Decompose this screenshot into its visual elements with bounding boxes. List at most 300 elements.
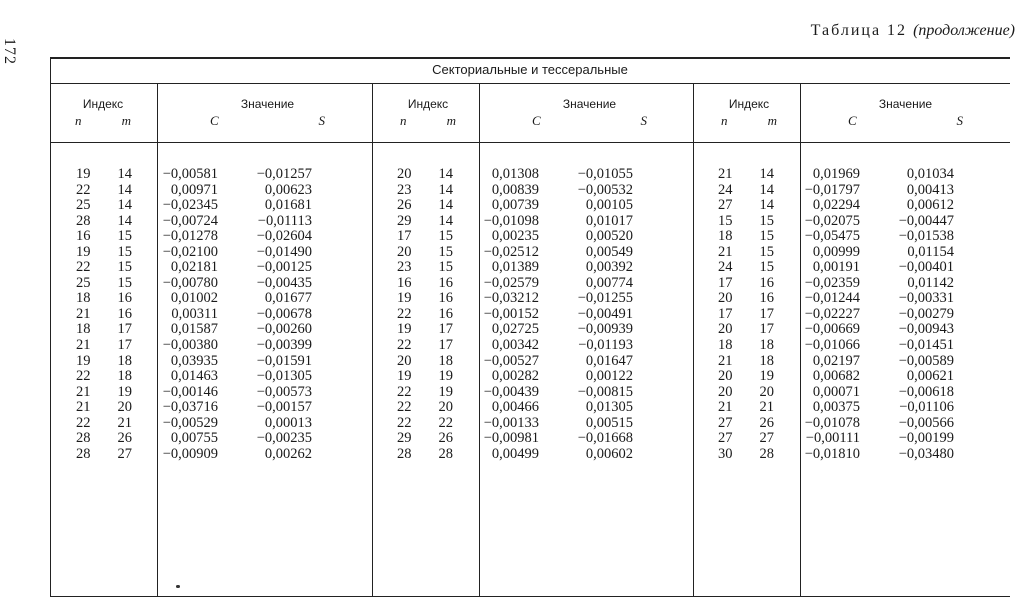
cell-c: 0,00071 (812, 383, 860, 400)
table-row (718, 322, 954, 338)
data-table (50, 57, 1010, 597)
cell-s: −0,03480 (898, 445, 954, 462)
cell-n: 16 (397, 274, 412, 291)
cell-n: 22 (397, 305, 412, 322)
cell-s: 0,00262 (264, 445, 312, 462)
cell-n: 22 (76, 181, 91, 198)
cell-n: 17 (397, 228, 412, 245)
cell-s: 0,01142 (907, 274, 954, 291)
cell-s: −0,00399 (256, 337, 312, 354)
cell-n: 20 (718, 368, 733, 385)
table-row (718, 167, 954, 183)
table-row (76, 276, 312, 292)
cell-s: −0,00589 (898, 352, 954, 369)
cell-n: 21 (718, 166, 733, 182)
cell-n: 21 (718, 243, 733, 260)
cell-n: 23 (397, 259, 412, 276)
cell-c: 0,01308 (491, 166, 539, 182)
cell-m: 20 (117, 399, 132, 416)
cell-n: 29 (397, 430, 412, 447)
cell-s: −0,00331 (898, 290, 954, 307)
cell-n: 15 (718, 212, 733, 229)
table-row (718, 183, 954, 199)
cell-c: −0,00133 (483, 414, 539, 431)
cell-n: 19 (76, 166, 91, 182)
cell-m: 18 (117, 352, 132, 369)
table-row (397, 338, 633, 354)
cell-c: 0,00342 (491, 337, 539, 354)
cell-s: 0,00774 (585, 274, 633, 291)
cell-c: −0,01810 (804, 445, 860, 462)
cell-n: 22 (76, 368, 91, 385)
cell-n: 21 (718, 352, 733, 369)
cell-s: −0,00260 (256, 321, 312, 338)
cell-m: 14 (438, 181, 453, 198)
table-row (76, 338, 312, 354)
table-row (397, 260, 633, 276)
table-row (76, 167, 312, 183)
index-header (400, 97, 456, 129)
cell-s: 0,00602 (585, 445, 633, 462)
cell-s: 0,00122 (585, 368, 633, 385)
cell-c: −0,02359 (804, 274, 860, 291)
cell-m: 15 (759, 259, 774, 276)
cell-m: 14 (759, 166, 774, 182)
table-caption-label: Таблица 12 (810, 22, 908, 39)
table-row (76, 307, 312, 323)
cell-n: 19 (397, 368, 412, 385)
cell-s: −0,00157 (256, 399, 312, 416)
index-header-label: Индекс (407, 97, 449, 111)
cell-s: −0,00401 (898, 259, 954, 276)
cell-m: 14 (438, 197, 453, 214)
cell-n: 20 (397, 243, 412, 260)
cell-n: 28 (397, 445, 412, 462)
cell-n: 22 (76, 414, 91, 431)
cell-n: 28 (76, 212, 91, 229)
column-divider (372, 83, 373, 597)
cell-s: 0,00515 (585, 414, 633, 431)
cell-m: 15 (759, 228, 774, 245)
cell-m: 26 (759, 414, 774, 431)
cell-m: 18 (759, 352, 774, 369)
table-row (718, 431, 954, 447)
table-row (76, 214, 312, 230)
table-row (718, 198, 954, 214)
table-row (718, 214, 954, 230)
cell-n: 25 (76, 197, 91, 214)
cell-m: 22 (438, 414, 453, 431)
cell-m: 17 (438, 321, 453, 338)
cell-n: 20 (718, 290, 733, 307)
cell-m: 19 (117, 383, 132, 400)
value-header-label: Значение (878, 97, 933, 111)
cell-c: 0,00282 (491, 368, 539, 385)
table-row (76, 447, 312, 463)
cell-s: 0,01305 (585, 399, 633, 416)
cell-c: −0,00380 (162, 337, 218, 354)
data-group-1 (76, 167, 312, 462)
cell-m: 16 (759, 274, 774, 291)
cell-s: −0,01668 (577, 430, 633, 447)
table-row (76, 183, 312, 199)
table-row (397, 354, 633, 370)
cell-c: 0,00499 (491, 445, 539, 462)
cell-c: −0,00146 (162, 383, 218, 400)
cell-m: 16 (117, 305, 132, 322)
table-row (76, 400, 312, 416)
cell-n: 20 (397, 166, 412, 182)
cell-n: 17 (718, 305, 733, 322)
cell-n: 19 (76, 243, 91, 260)
cell-m: 21 (759, 399, 774, 416)
cell-s: −0,01255 (577, 290, 633, 307)
header-divider (50, 142, 1010, 143)
cell-m: 15 (759, 243, 774, 260)
table-row (397, 369, 633, 385)
cell-s: −0,00815 (577, 383, 633, 400)
cell-s: 0,00612 (906, 197, 954, 214)
cell-m: 14 (759, 181, 774, 198)
cell-n: 21 (76, 305, 91, 322)
cell-c: −0,00780 (162, 274, 218, 291)
cell-n: 19 (397, 290, 412, 307)
cell-c: 0,02197 (812, 352, 860, 369)
cell-m: 15 (438, 243, 453, 260)
cell-s: −0,00447 (898, 212, 954, 229)
cell-s: −0,00566 (898, 414, 954, 431)
cell-c: 0,00739 (491, 197, 539, 214)
cell-n: 18 (718, 228, 733, 245)
cell-c: −0,01078 (804, 414, 860, 431)
table-row (718, 400, 954, 416)
table-row (397, 385, 633, 401)
table-row (718, 369, 954, 385)
table-row (718, 260, 954, 276)
cell-n: 22 (397, 383, 412, 400)
cell-m: 28 (438, 445, 453, 462)
table-row (397, 291, 633, 307)
cell-n: 18 (76, 321, 91, 338)
cell-c: 0,00375 (812, 399, 860, 416)
m-header: m (446, 113, 456, 128)
cell-n: 21 (718, 399, 733, 416)
cell-m: 26 (117, 430, 132, 447)
value-header (532, 97, 647, 129)
cell-s: −0,00939 (577, 321, 633, 338)
cell-c: 0,01389 (491, 259, 539, 276)
cell-s: −0,00678 (256, 305, 312, 322)
cell-c: −0,00529 (162, 414, 218, 431)
cell-c: −0,02512 (483, 243, 539, 260)
cell-n: 19 (397, 321, 412, 338)
cell-m: 16 (438, 305, 453, 322)
cell-m: 15 (117, 259, 132, 276)
table-row (397, 322, 633, 338)
table-bottom-border (50, 596, 1010, 597)
cell-s: 0,01017 (585, 212, 633, 229)
cell-n: 25 (76, 274, 91, 291)
cell-n: 20 (718, 321, 733, 338)
cell-n: 27 (718, 197, 733, 214)
c-header: C (532, 113, 541, 128)
cell-c: −0,01278 (162, 228, 218, 245)
cell-s: −0,01538 (898, 228, 954, 245)
value-header (210, 97, 325, 129)
table-row (718, 447, 954, 463)
cell-s: 0,01034 (906, 166, 954, 182)
cell-s: 0,01647 (585, 352, 633, 369)
cell-c: 0,00235 (491, 228, 539, 245)
cell-c: 0,02294 (812, 197, 860, 214)
cell-s: −0,00125 (256, 259, 312, 276)
n-header: n (75, 113, 82, 128)
cell-c: −0,00111 (805, 430, 860, 447)
table-row (718, 229, 954, 245)
table-row (76, 431, 312, 447)
cell-s: 0,01681 (264, 197, 312, 214)
cell-n: 24 (718, 259, 733, 276)
cell-c: 0,02725 (491, 321, 539, 338)
cell-c: −0,02345 (162, 197, 218, 214)
table-row (76, 260, 312, 276)
cell-s: −0,01257 (256, 166, 312, 182)
table-row (397, 198, 633, 214)
cell-s: −0,02604 (256, 228, 312, 245)
cell-m: 15 (759, 212, 774, 229)
index-header (721, 97, 777, 129)
cell-n: 21 (76, 383, 91, 400)
cell-c: 0,01002 (170, 290, 218, 307)
table-row (397, 447, 633, 463)
cell-n: 18 (76, 290, 91, 307)
c-header: C (848, 113, 857, 128)
cell-m: 15 (438, 259, 453, 276)
cell-c: −0,02075 (804, 212, 860, 229)
cell-m: 16 (759, 290, 774, 307)
table-row (718, 276, 954, 292)
cell-c: 0,00839 (491, 181, 539, 198)
n-header: n (400, 113, 407, 128)
cell-c: 0,00999 (812, 243, 860, 260)
table-row (76, 291, 312, 307)
cell-s: −0,01451 (898, 337, 954, 354)
cell-c: −0,00527 (483, 352, 539, 369)
cell-n: 22 (397, 414, 412, 431)
cell-m: 20 (759, 383, 774, 400)
cell-s: 0,00623 (264, 181, 312, 198)
cell-s: −0,00491 (577, 305, 633, 322)
table-row (397, 431, 633, 447)
cell-c: 0,01969 (812, 166, 860, 182)
table-row (397, 245, 633, 261)
cell-m: 28 (759, 445, 774, 462)
cell-m: 15 (438, 228, 453, 245)
cell-n: 21 (76, 399, 91, 416)
cell-n: 23 (397, 181, 412, 198)
data-group-2 (397, 167, 633, 462)
cell-n: 28 (76, 445, 91, 462)
cell-s: −0,01193 (578, 337, 633, 354)
cell-s: −0,01106 (899, 399, 954, 416)
cell-n: 17 (718, 274, 733, 291)
cell-c: −0,02100 (162, 243, 218, 260)
table-row (397, 307, 633, 323)
cell-c: −0,03716 (162, 399, 218, 416)
cell-n: 22 (397, 337, 412, 354)
cell-s: 0,00413 (906, 181, 954, 198)
m-header: m (767, 113, 777, 128)
table-row (76, 322, 312, 338)
cell-m: 14 (759, 197, 774, 214)
cell-c: −0,01244 (804, 290, 860, 307)
table-row (397, 214, 633, 230)
table-row (718, 307, 954, 323)
cell-m: 26 (438, 430, 453, 447)
table-caption (811, 22, 1015, 40)
cell-s: −0,00943 (898, 321, 954, 338)
cell-s: 0,00105 (585, 197, 633, 214)
table-row (718, 354, 954, 370)
cell-n: 20 (397, 352, 412, 369)
table-row (76, 354, 312, 370)
cell-n: 30 (718, 445, 733, 462)
cell-m: 19 (438, 383, 453, 400)
n-header: n (721, 113, 728, 128)
cell-c: 0,00682 (812, 368, 860, 385)
cell-n: 24 (718, 181, 733, 198)
cell-c: 0,00971 (170, 181, 218, 198)
cell-n: 26 (397, 197, 412, 214)
table-row (718, 291, 954, 307)
table-row (718, 416, 954, 432)
cell-c: 0,01587 (170, 321, 218, 338)
cell-n: 27 (718, 414, 733, 431)
cell-c: −0,03212 (483, 290, 539, 307)
cell-s: −0,00618 (898, 383, 954, 400)
cell-s: 0,00549 (585, 243, 633, 260)
cell-m: 27 (117, 445, 132, 462)
value-header-label: Значение (562, 97, 617, 111)
cell-c: −0,00152 (483, 305, 539, 322)
table-row (76, 198, 312, 214)
cell-c: −0,01098 (483, 212, 539, 229)
s-header: S (318, 113, 325, 128)
data-group-3 (718, 167, 954, 462)
table-row (718, 245, 954, 261)
cell-c: 0,00191 (812, 259, 860, 276)
table-row (76, 385, 312, 401)
page-number: 172 (1, 38, 18, 65)
print-speck (176, 585, 180, 588)
cell-m: 16 (438, 274, 453, 291)
cell-m: 19 (438, 368, 453, 385)
cell-c: −0,00581 (162, 166, 218, 182)
cell-m: 14 (438, 166, 453, 182)
s-header: S (640, 113, 647, 128)
table-row (76, 245, 312, 261)
table-row (397, 229, 633, 245)
cell-m: 15 (117, 228, 132, 245)
cell-m: 16 (117, 290, 132, 307)
cell-n: 20 (718, 383, 733, 400)
cell-c: 0,02181 (170, 259, 218, 276)
cell-s: 0,01677 (264, 290, 312, 307)
index-header-label: Индекс (82, 97, 124, 111)
cell-c: −0,01066 (804, 337, 860, 354)
cell-s: 0,01154 (907, 243, 954, 260)
cell-s: 0,00392 (585, 259, 633, 276)
table-caption-continuation: (продолжение) (913, 22, 1015, 39)
value-header (848, 97, 963, 129)
cell-m: 17 (117, 321, 132, 338)
cell-m: 17 (438, 337, 453, 354)
index-header-label: Индекс (728, 97, 770, 111)
table-row (397, 183, 633, 199)
cell-m: 14 (117, 166, 132, 182)
cell-n: 18 (718, 337, 733, 354)
cell-c: −0,00981 (483, 430, 539, 447)
cell-n: 21 (76, 337, 91, 354)
cell-m: 19 (759, 368, 774, 385)
cell-m: 17 (759, 321, 774, 338)
table-row (718, 338, 954, 354)
index-header (75, 97, 131, 129)
cell-c: 0,00755 (170, 430, 218, 447)
column-divider (693, 83, 694, 597)
cell-m: 18 (759, 337, 774, 354)
cell-s: −0,00435 (256, 274, 312, 291)
cell-c: 0,01463 (170, 368, 218, 385)
cell-s: −0,00235 (256, 430, 312, 447)
value-header-label: Значение (240, 97, 295, 111)
cell-n: 22 (76, 259, 91, 276)
cell-c: 0,00311 (171, 305, 218, 322)
table-row (397, 400, 633, 416)
s-header: S (956, 113, 963, 128)
cell-m: 27 (759, 430, 774, 447)
cell-c: −0,00439 (483, 383, 539, 400)
table-left-border (50, 59, 51, 597)
cell-n: 27 (718, 430, 733, 447)
cell-m: 14 (117, 181, 132, 198)
cell-n: 19 (76, 352, 91, 369)
cell-m: 17 (117, 337, 132, 354)
cell-s: −0,00199 (898, 430, 954, 447)
cell-c: −0,02227 (804, 305, 860, 322)
cell-n: 22 (397, 399, 412, 416)
table-row (397, 167, 633, 183)
cell-s: −0,01113 (257, 212, 312, 229)
cell-s: −0,01591 (256, 352, 312, 369)
m-header: m (121, 113, 131, 128)
cell-m: 15 (117, 274, 132, 291)
table-row (397, 416, 633, 432)
cell-s: −0,01490 (256, 243, 312, 260)
cell-s: 0,00621 (906, 368, 954, 385)
table-row (76, 416, 312, 432)
cell-s: −0,01305 (256, 368, 312, 385)
table-row (76, 229, 312, 245)
cell-m: 14 (117, 212, 132, 229)
cell-c: −0,01797 (804, 181, 860, 198)
cell-s: −0,00279 (898, 305, 954, 322)
cell-c: −0,02579 (483, 274, 539, 291)
cell-n: 29 (397, 212, 412, 229)
cell-n: 28 (76, 430, 91, 447)
cell-s: −0,01055 (577, 166, 633, 182)
cell-s: −0,00573 (256, 383, 312, 400)
